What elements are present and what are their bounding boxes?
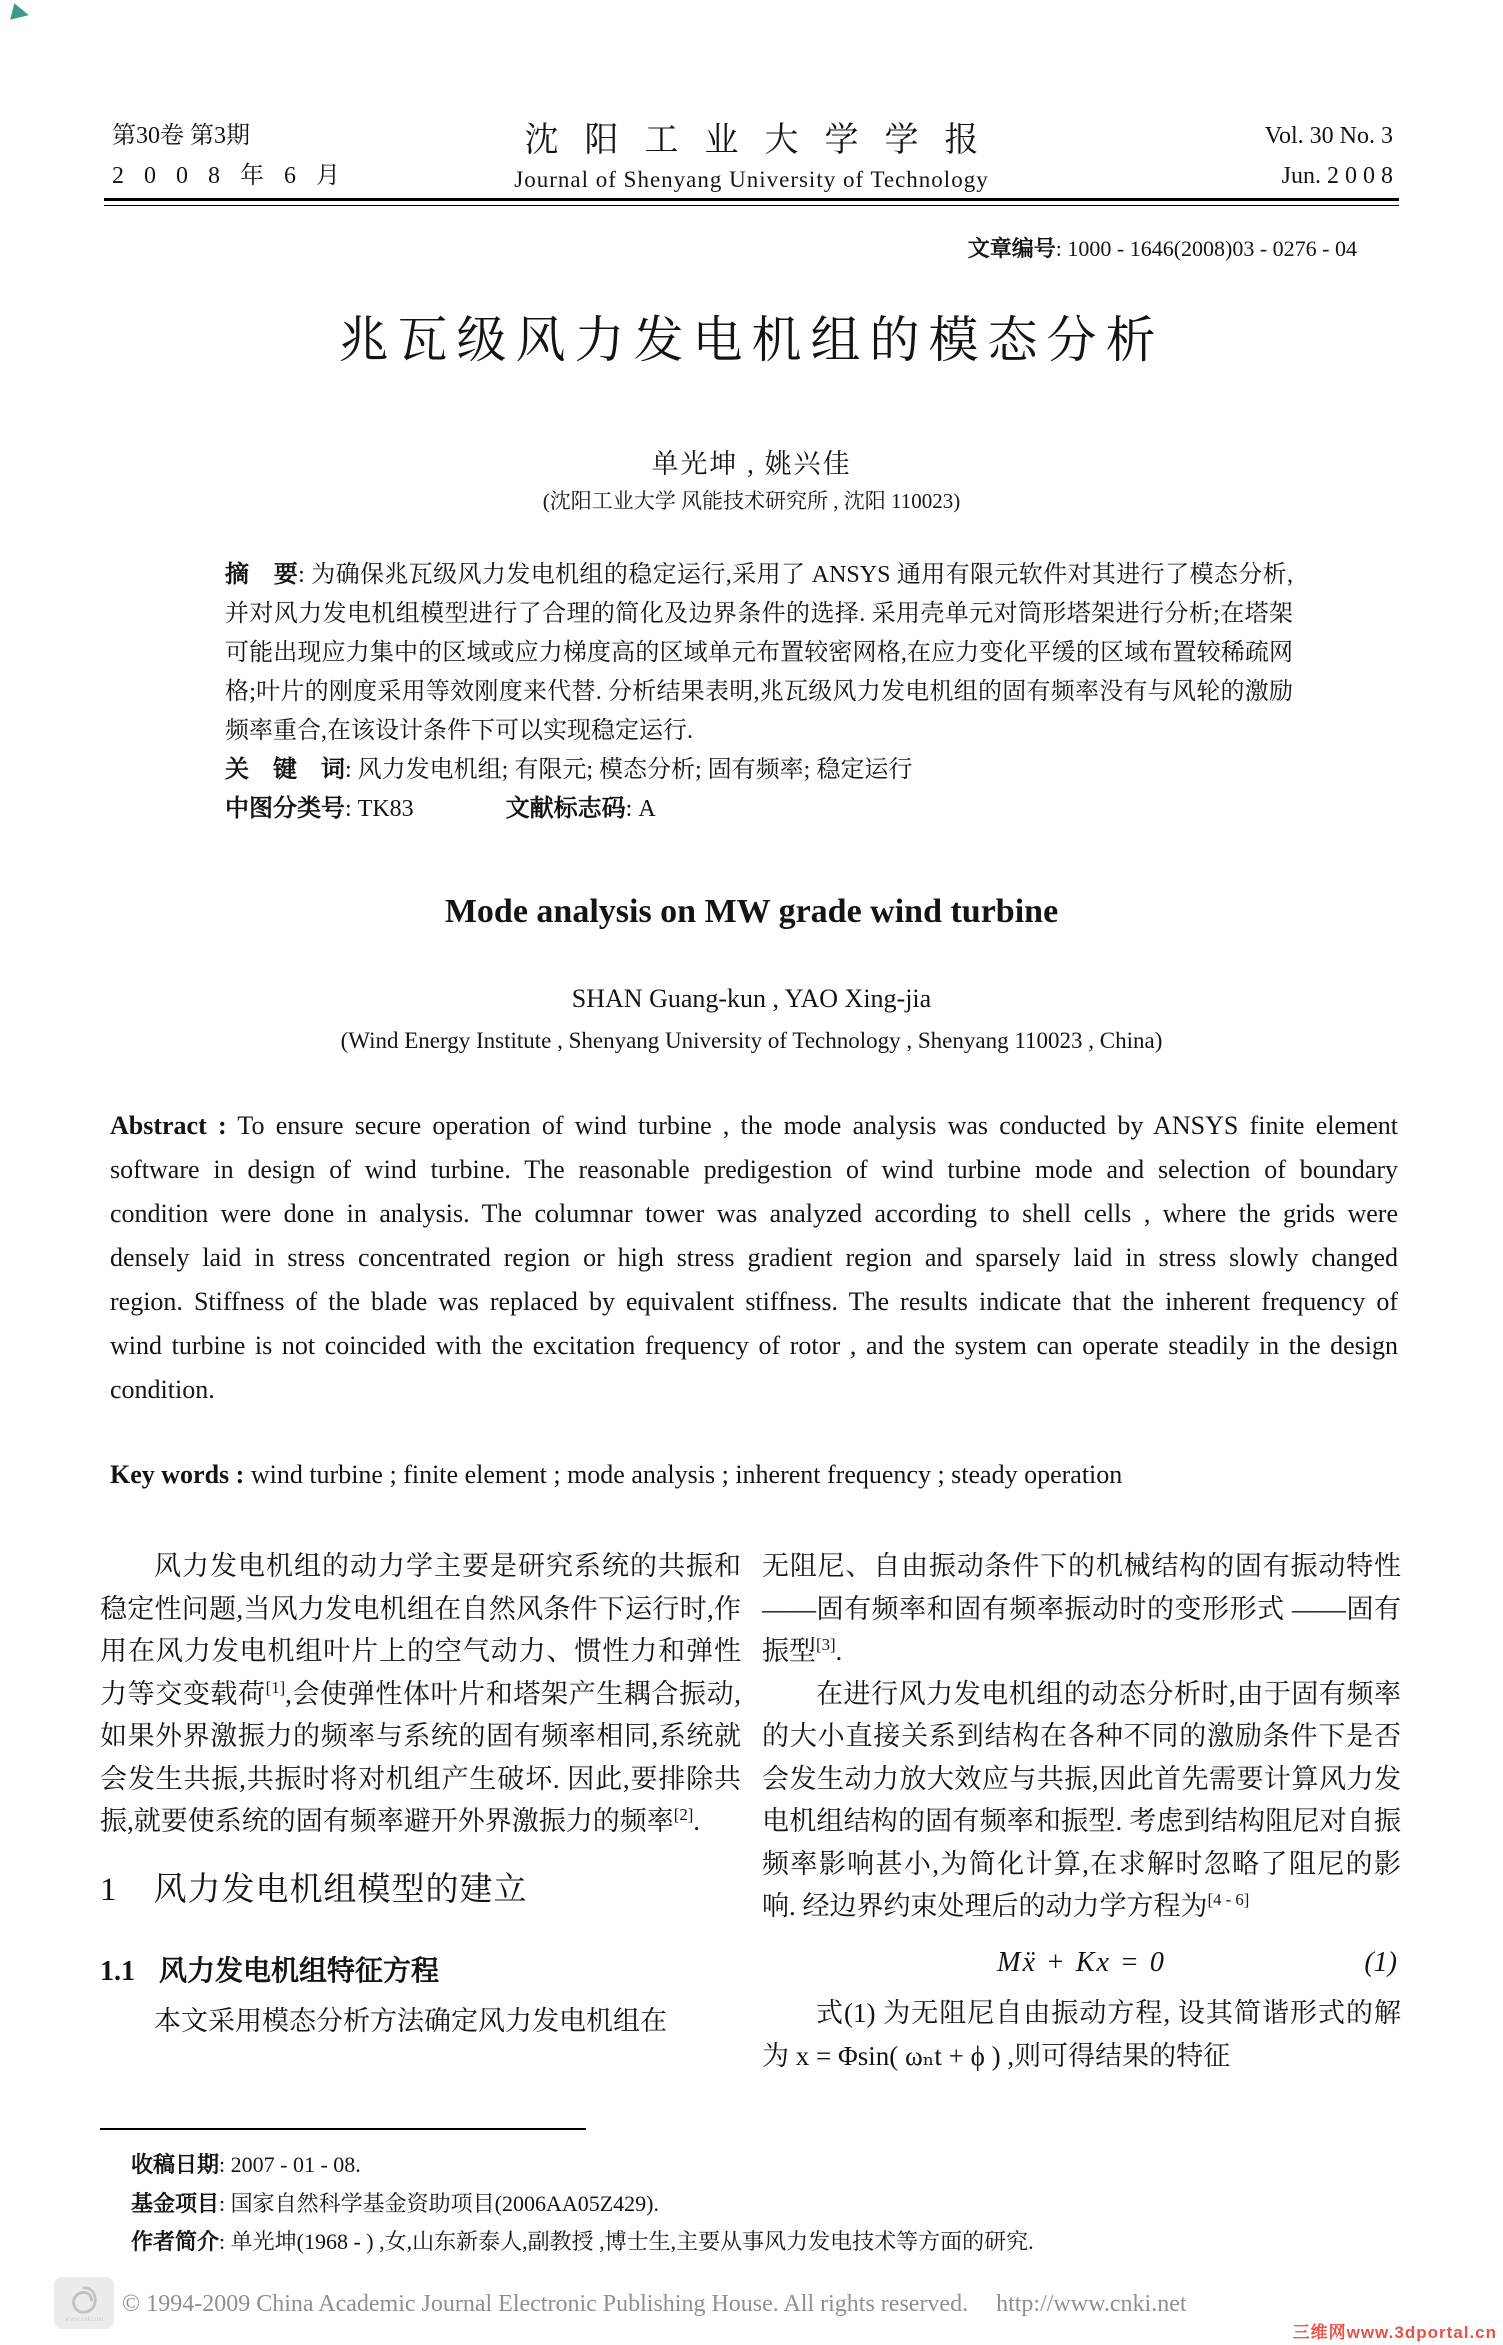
copyright-text: © 1994-2009 China Academic Journal Electronic Publishing House. All rights reserved. (122, 2291, 969, 2317)
3dportal-watermark: 三维网www.3dportal.cn (1292, 2323, 1497, 2342)
cnki-logo-caption: www.cnki.net (64, 2314, 104, 2323)
keywords-cn (225, 751, 1293, 790)
paper-title-en: Mode analysis on MW grade wind turbine (444, 893, 1059, 930)
abstract-cn-label: 摘 要 (225, 562, 299, 588)
equation-1 (762, 1942, 1401, 1985)
affiliation-cn: (沈阳工业大学 风能技术研究所 , 沈阳 110023) (542, 489, 961, 513)
body-text: ,会使弹性体叶片和塔架产生耦合振动,如果外界激振力的频率与系统的固有频率相同,系统就会发生共振,共振时将对机组产生破坏. 因此,要排除共振,就要使系统的固有频率避开外界激振力的频率 (100, 1678, 742, 1836)
copyright-line (122, 2291, 1187, 2318)
footnote-rule (100, 2128, 586, 2130)
section-heading-1-1 (100, 1951, 741, 1994)
authors-en: SHAN Guang-kun , YAO Xing-jia (571, 984, 932, 1013)
body-column-left (100, 1545, 741, 2042)
body-text: 风力发电机组的动力学主要是研究系统的共振和稳定性问题,当风力发电机组在自然风条件下运行时,作用在风力发电机组叶片上的空气动力、惯性力和弹性力等交变载荷 (100, 1551, 741, 1709)
clc-label: 中图分类号 (225, 796, 345, 822)
abstract-cn-text: : 为确保兆瓦级风力发电机组的稳定运行,采用了 ANSYS 通用有限元软件对其进行了模态分析,并对风力发电机组模型进行了合理的简化及边界条件的选择. 采用壳单元对筒形塔架进行分析;在塔架可能出现应力集中的区域或应力梯度高的区域单元布置较密网格,在应力变化平缓的区域布置较稀疏网格;叶片的刚度采用等效刚度来代替. 分析结果表明,兆瓦级风力发电机组的固有频率没有与风轮的激励频率重合,在该设计条件下可以实现稳定运行. (225, 562, 1294, 744)
doc-code-value: : A (625, 796, 656, 822)
article-number-value: : 1000 - 1646(2008)03 - 0276 - 04 (1055, 236, 1357, 261)
body-paragraph (762, 1545, 1401, 1673)
author-bio (131, 2223, 1421, 2262)
cnki-logo (54, 2277, 114, 2329)
clc-value: : TK83 (345, 796, 414, 822)
volume-issue-en: Vol. 30 No. 3 (1264, 123, 1393, 149)
paper-title-cn: 兆瓦级风力发电机组的模态分析 (338, 312, 1165, 368)
journal-title-en: Journal of Shenyang University of Technology (514, 167, 989, 192)
body-paragraph (100, 1545, 741, 1843)
body-paragraph (762, 1673, 1401, 1928)
abstract-cn (225, 556, 1293, 751)
author-bio-value: : 单光坤(1968 - ) ,女,山东新泰人,副教授 ,博士生,主要从事风力发电技术等方面的研究. (219, 2229, 1034, 2254)
fund-project-label: 基金项目 (131, 2190, 220, 2216)
header-double-rule (104, 198, 1399, 206)
abstract-en-text: To ensure secure operation of wind turbine , the mode analysis was conducted by ANSYS finite element software in design of wind turbine. The reasonable predigestion of wind turbine mode and selection of boundary condition were done in analysis. The columnar tower was analyzed according to shell cells , where the grids were densely laid in stress concentrated region or high stress gradient region and sparsely laid in stress slowly changed region. Stiffness of the blade was replaced by equivalent stiffness. The results indicate that the inherent frequency of wind turbine is not coincided with the excitation frequency of rotor , and the system can operate steadily in the design condition. (110, 1111, 1398, 1404)
abstract-cn-block (225, 556, 1293, 829)
doc-code-label: 文献标志码 (505, 796, 626, 822)
section-title: 风力发电机组特征方程 (159, 1956, 440, 1987)
date-cn: 2 0 0 8 年 6 月 (112, 163, 347, 189)
footnotes (131, 2146, 1421, 2262)
section-number: 1 (100, 1871, 118, 1908)
citation-ref: [2] (673, 1805, 694, 1824)
citation-ref: [1] (265, 1677, 286, 1697)
received-date-label: 收稿日期 (131, 2152, 220, 2177)
abstract-en (110, 1104, 1398, 1412)
body-text: . (835, 1636, 843, 1666)
section-title: 风力发电机组模型的建立 (153, 1871, 528, 1908)
received-date-value: : 2007 - 01 - 08. (219, 2152, 361, 2177)
body-paragraph: 式(1) 为无阻尼自由振动方程, 设其简谐形式的解为 x = Φsin( ωₙt + ϕ ) ,则可得结果的特征 (762, 1998, 1401, 2071)
journal-title-cn: 沈阳工业大学学报 (524, 122, 1005, 159)
fund-project (131, 2185, 1421, 2224)
keywords-cn-text: : 风力发电机组; 有限元; 模态分析; 固有频率; 稳定运行 (345, 757, 913, 783)
scan-artifact-icon (10, 3, 31, 24)
affiliation-en: (Wind Energy Institute , Shenyang University of Technology , Shenyang 110023 , China) (340, 1028, 1163, 1053)
fund-project-value: : 国家自然科学基金资助项目(2006AA05Z429). (219, 2190, 659, 2216)
cnki-url[interactable]: http://www.cnki.net (996, 2291, 1187, 2317)
authors-cn: 单光坤 , 姚兴佳 (651, 449, 852, 479)
article-number-label: 文章编号 (967, 236, 1056, 261)
keywords-en (110, 1460, 1398, 1490)
citation-ref: [4 - 6] (1207, 1890, 1250, 1909)
volume-issue-cn: 第30卷 第3期 (112, 123, 250, 149)
received-date (131, 2146, 1421, 2185)
abstract-en-label: Abstract : (110, 1111, 227, 1140)
cnki-swirl-icon (67, 2284, 101, 2316)
equation-text: Mẍ + Kx = 0 (997, 1946, 1166, 1978)
article-number (968, 232, 1357, 263)
clc-line (225, 790, 1293, 829)
citation-ref: [3] (816, 1635, 836, 1654)
author-bio-label: 作者简介 (131, 2229, 220, 2254)
section-heading-1 (100, 1869, 741, 1912)
equation-number: (1) (1364, 1946, 1397, 1978)
header-right (1265, 116, 1393, 196)
section-number: 1.1 (100, 1956, 135, 1987)
body-column-right (762, 1545, 1401, 2077)
keywords-en-label: Key words : (110, 1460, 245, 1489)
body-paragraph: 本文采用模态分析方法确定风力发电机组在 (154, 2005, 667, 2036)
body-text: 在进行风力发电机组的动态分析时,由于固有频率的大小直接关系到结构在各种不同的激励条件下是否会发生动力放大效应与共振,因此首先需要计算风力发电机组结构的固有频率和振型. 考虑到结构阻尼对自振频率影响甚小,为简化计算,在求解时忽略了阻尼的影响. 经边界约束处理后的动力学方程为 (762, 1678, 1401, 1921)
date-en: Jun. 2 0 0 8 (1281, 163, 1393, 189)
keywords-en-text: wind turbine ; finite element ; mode analysis ; inherent frequency ; steady operation (244, 1460, 1123, 1489)
body-text: . (693, 1806, 701, 1836)
keywords-cn-label: 关 键 词 (225, 757, 345, 783)
body-text: 无阻尼、自由振动条件下的机械结构的固有振动特性 ——固有频率和固有频率振动时的变形形式 ——固有振型 (762, 1551, 1401, 1666)
